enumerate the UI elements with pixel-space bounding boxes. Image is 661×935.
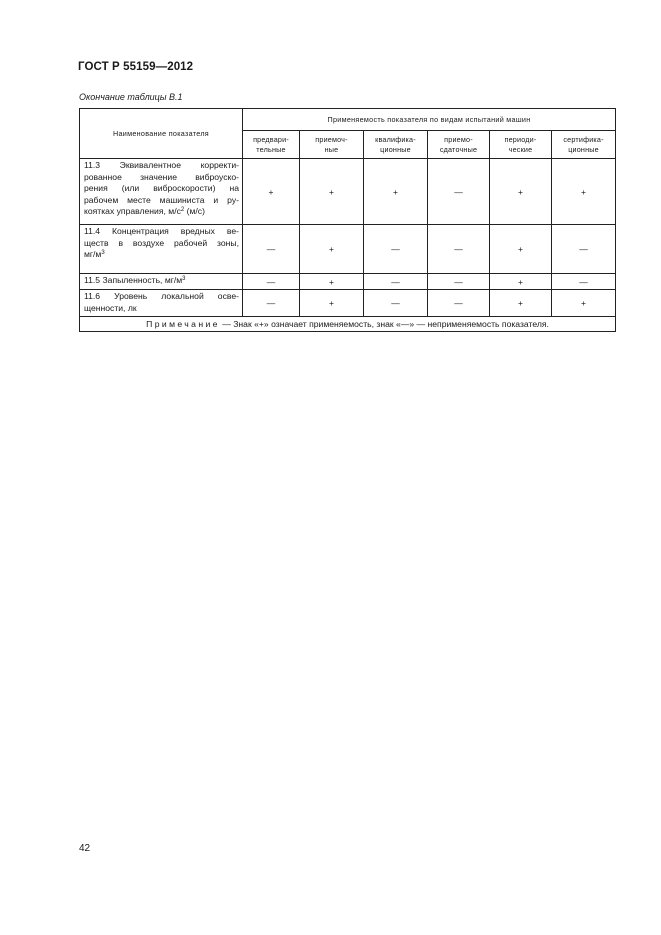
applicability-mark: + [552, 159, 616, 225]
indicator-name-line [84, 275, 239, 287]
table-row [80, 274, 616, 290]
column-header-line: сдаточные [439, 144, 478, 154]
applicability-mark: + [490, 290, 552, 317]
indicator-name-line: рованное значение виброуско- [84, 171, 239, 182]
table-row [80, 290, 616, 317]
column-header-line: ционные [568, 144, 599, 154]
indicator-name-line: 11.4 Концентрация вредных ве- [84, 226, 239, 236]
applicability-mark: + [552, 290, 616, 317]
column-header [243, 131, 300, 159]
applicability-mark: + [300, 225, 364, 274]
table-note [80, 317, 616, 332]
table-row [80, 159, 616, 225]
column-header-line: квалифика- [375, 134, 416, 144]
indicator-name-line: 11.3 Эквивалентное корректи- [84, 160, 239, 170]
column-header [428, 131, 490, 159]
indicator-name [80, 274, 243, 290]
table-row [80, 225, 616, 274]
applicability-mark: + [490, 159, 552, 225]
indicator-name-text: щенности, лк [84, 302, 137, 313]
indicator-name [80, 225, 243, 274]
applicability-table [79, 108, 616, 332]
name-column-header: Наименование показателя [80, 109, 243, 159]
column-header [364, 131, 428, 159]
indicator-name-line: 11.6 Уровень локальной осве- [84, 291, 239, 301]
applicability-mark: + [300, 290, 364, 317]
indicator-name-line: ществ в воздухе рабочей зоны, [84, 237, 239, 248]
column-header [300, 131, 364, 159]
applicability-mark: — [243, 225, 300, 274]
applicability-mark: — [552, 274, 616, 290]
column-header-line: приемоч- [315, 134, 348, 144]
applicability-mark: — [428, 290, 490, 317]
applicability-mark: + [490, 225, 552, 274]
page-number: 42 [79, 843, 91, 854]
applicability-mark: + [243, 159, 300, 225]
column-header [490, 131, 552, 159]
applicability-mark: — [552, 225, 616, 274]
column-header-line: ные [324, 144, 339, 154]
applicability-mark: + [300, 159, 364, 225]
indicator-name-text: коятках управления, м/с [84, 206, 181, 217]
applicability-mark: — [364, 274, 428, 290]
column-header [552, 131, 616, 159]
table-caption: Окончание таблицы В.1 [79, 92, 183, 102]
applicability-mark: — [364, 225, 428, 274]
unit-exponent: 3 [182, 276, 186, 282]
header-row-group [80, 109, 616, 131]
column-header-line: тельные [256, 144, 286, 154]
indicator-name-line: рабочем месте машиниста и ру- [84, 194, 239, 205]
applicability-mark: + [364, 159, 428, 225]
column-header-line: ционные [380, 144, 411, 154]
indicator-name [80, 290, 243, 317]
document-code: ГОСТ Р 55159—2012 [78, 61, 194, 73]
note-text: — Знак «+» означает применяемость, знак «—» — неприменяемость показателя. [219, 319, 549, 330]
applicability-mark: — [364, 290, 428, 317]
column-header-line: предвари- [253, 134, 289, 144]
note-row [80, 317, 616, 332]
applicability-mark: — [428, 159, 490, 225]
applicability-group-header: Применяемость показателя по видам испытаний машин [243, 109, 616, 131]
column-header-line: периоди- [504, 134, 537, 144]
applicability-mark: — [428, 274, 490, 290]
column-header-line: сертифика- [563, 134, 604, 144]
indicator-name-unit-alt: (м/с) [184, 206, 205, 217]
applicability-mark: — [428, 225, 490, 274]
unit-exponent: 2 [180, 207, 185, 214]
applicability-mark: + [490, 274, 552, 290]
indicator-name-line [84, 303, 239, 315]
indicator-name-text: мг/м [84, 249, 102, 260]
indicator-name-line: рения (или виброскорости) на [84, 183, 239, 194]
column-header-line: приемо- [444, 134, 473, 144]
indicator-name-line [84, 206, 239, 218]
indicator-name-line [84, 249, 239, 261]
indicator-name-text: 11.5 Запыленность, мг/м [84, 275, 183, 285]
unit-exponent: 3 [101, 250, 105, 257]
applicability-mark: — [243, 274, 300, 290]
applicability-mark: — [243, 290, 300, 317]
column-header-line: ческие [508, 144, 533, 154]
indicator-name [80, 159, 243, 225]
note-label: Примечание [146, 319, 220, 330]
applicability-mark: + [300, 274, 364, 290]
